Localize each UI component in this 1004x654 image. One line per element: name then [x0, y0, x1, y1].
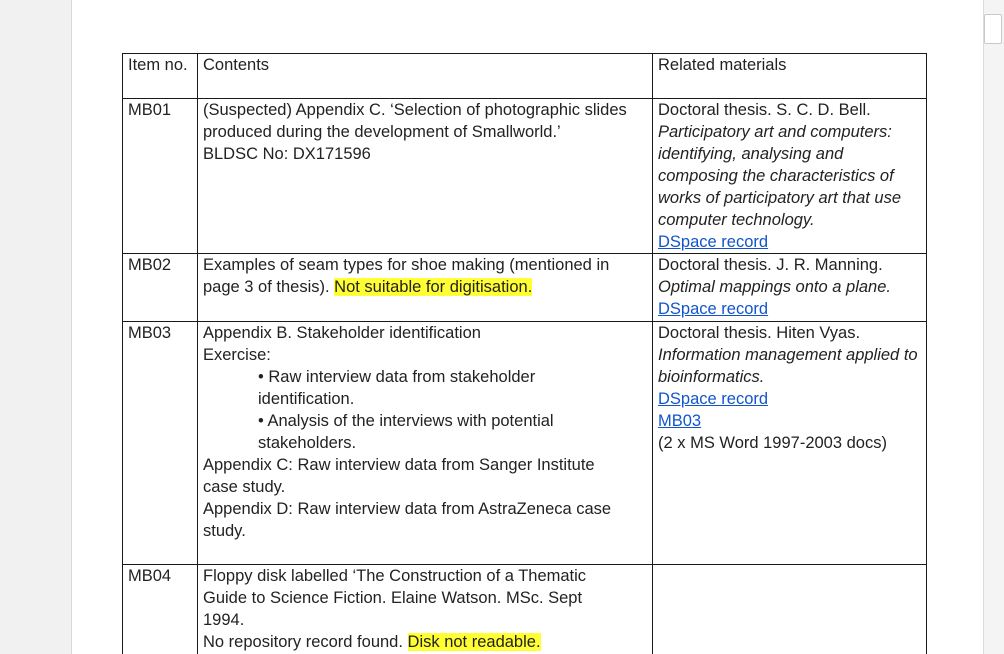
- contents-cell: [198, 565, 653, 654]
- contents-text: Floppy disk labelled ‘The Construction of a Thematic Guide to Science Fiction. Elaine Watson. MSc. Sept 1994.: [203, 567, 587, 629]
- related-cell: [653, 565, 927, 654]
- item-id: MB01: [123, 99, 198, 254]
- contents-text: (Suspected) Appendix C. ‘Selection of photographic slides produced during the development of Smallworld.’: [203, 101, 627, 141]
- header-related-materials: Related materials: [653, 54, 927, 99]
- table-row: [123, 99, 927, 254]
- contents-text: No repository record found.: [203, 633, 403, 651]
- table-row: [123, 254, 927, 322]
- contents-text: Appendix C: Raw interview data from Sanger Institute case study.: [203, 456, 595, 496]
- bullet-item: • Raw interview data from stakeholder identification.: [258, 368, 536, 408]
- contents-text: Appendix B. Stakeholder identification Exercise:: [203, 324, 481, 364]
- header-contents: Contents: [198, 54, 653, 99]
- item-id: MB03: [123, 322, 198, 565]
- related-author: Doctoral thesis. J. R. Manning.: [658, 256, 883, 274]
- dspace-record-link[interactable]: DSpace record: [658, 300, 769, 318]
- document-page: [71, 0, 984, 654]
- related-author: Doctoral thesis. S. C. D. Bell.: [658, 101, 871, 119]
- item-id: MB02: [123, 254, 198, 322]
- highlighted-note: Disk not readable.: [407, 633, 541, 651]
- related-cell: [653, 254, 927, 322]
- related-title: Information management applied to bioinformatics.: [658, 346, 918, 386]
- contents-cell: [198, 99, 653, 254]
- materials-table: [122, 53, 927, 654]
- contents-text: Appendix D: Raw interview data from AstraZeneca case study.: [203, 500, 612, 540]
- table-header-row: [123, 54, 927, 99]
- contents-cell: [198, 254, 653, 322]
- bullet-item: • Analysis of the interviews with potential stakeholders.: [258, 412, 554, 452]
- highlighted-note: Not suitable for digitisation.: [334, 278, 533, 296]
- table-row: [123, 565, 927, 654]
- mb03-link[interactable]: MB03: [658, 412, 702, 430]
- related-cell: [653, 322, 927, 565]
- vertical-scrollbar[interactable]: [983, 0, 1004, 654]
- scrollbar-thumb[interactable]: [984, 14, 1002, 44]
- contents-text: BLDSC No: DX171596: [203, 145, 371, 163]
- related-cell: [653, 99, 927, 254]
- dspace-record-link[interactable]: DSpace record: [658, 233, 769, 251]
- related-title: Participatory art and computers: identifying, analysing and composing the characteristics of works of participatory art that use computer technology.: [658, 123, 902, 229]
- related-note: (2 x MS Word 1997-2003 docs): [658, 434, 887, 452]
- table-row: [123, 322, 927, 565]
- contents-cell: [198, 322, 653, 565]
- item-id: MB04: [123, 565, 198, 654]
- related-title: Optimal mappings onto a plane.: [658, 278, 891, 296]
- header-item-no: Item no.: [123, 54, 198, 99]
- related-author: Doctoral thesis. Hiten Vyas.: [658, 324, 861, 342]
- dspace-record-link[interactable]: DSpace record: [658, 390, 769, 408]
- contents-text: Examples of seam types for shoe making (mentioned in page 3 of thesis).: [203, 256, 610, 296]
